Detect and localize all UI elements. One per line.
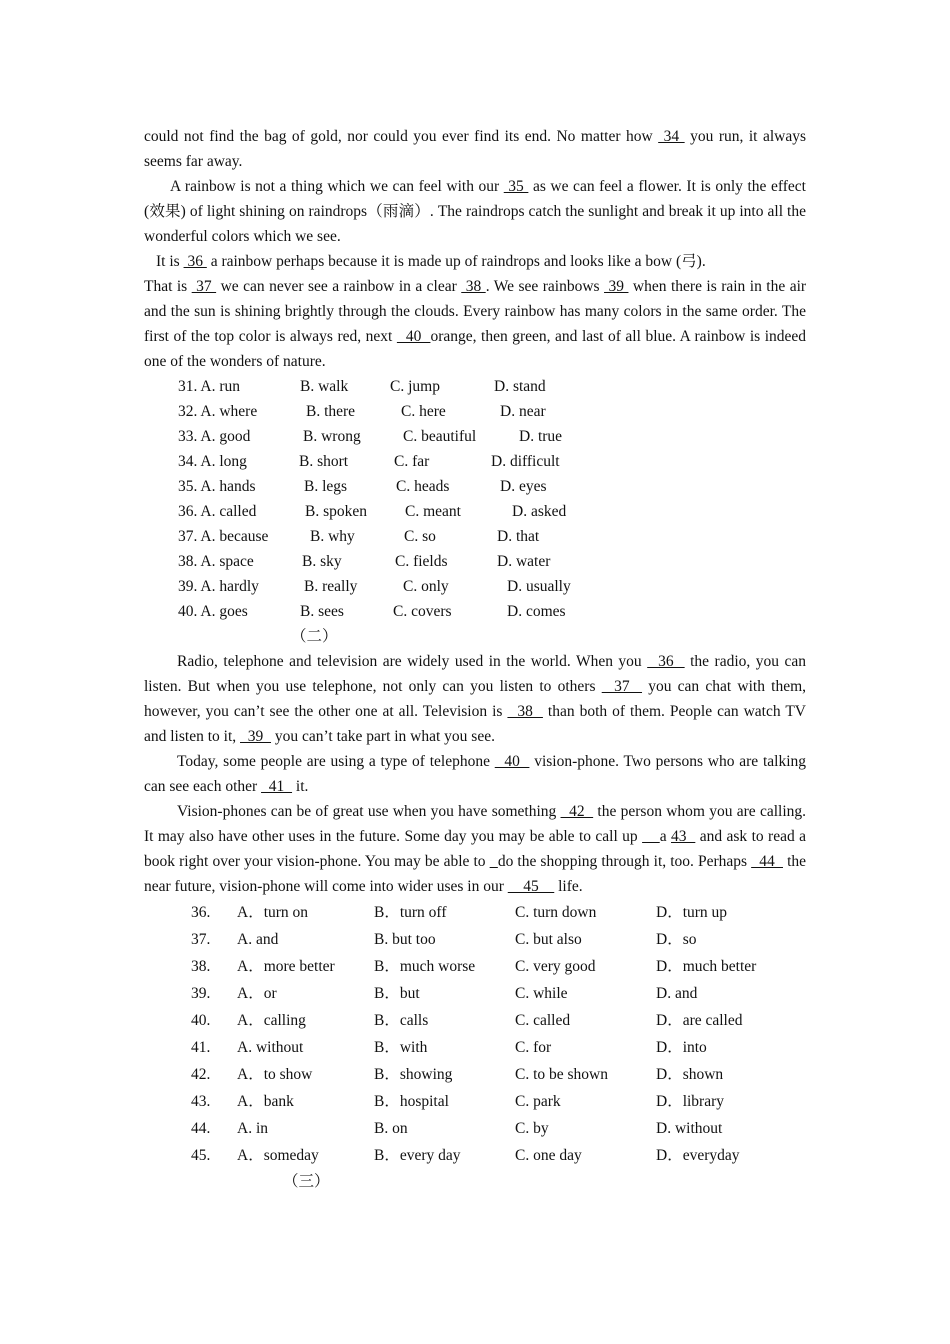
option-c: C. for [515,1039,552,1056]
option-a: A．bank [237,1093,294,1110]
option-b: B．but [374,985,420,1002]
text: a [659,828,672,845]
option-d: D．so [656,931,697,948]
question-number: 39. [191,985,211,1002]
option-row [144,1088,806,1115]
question-number: 41. [191,1039,211,1056]
passage2-paragraph-1 [144,649,806,749]
text: the radio, you can listen. But when you use telephone, not only can you listen to others [144,653,807,695]
blank-38: 38 [461,278,486,295]
option-row [144,1061,806,1088]
option-d: D. without [656,1120,723,1137]
blank-34: 34 [658,128,685,145]
document-page [144,124,806,1194]
option-c: C. jump [390,378,440,395]
option-b: B．much worse [374,958,476,975]
text: you run, it always seems far away. [144,128,807,170]
option-d: D. usually [507,578,571,595]
option-d: D. comes [507,603,566,620]
option-a: 39. A. hardly [178,578,259,595]
option-c: C. very good [515,958,596,975]
option-row [144,474,806,499]
question-number: 43. [191,1093,211,1110]
text: you can chat with them, however, you can’t see the other one at all. Television is [144,678,807,720]
option-c: C. called [515,1012,571,1029]
text: orange, then green, and last of all blue. A rainbow is indeed one of the wonders of nature. [144,328,807,370]
option-a: A．or [237,985,277,1002]
option-d: D．are called [656,1012,743,1029]
text: we can never see a rainbow in a clear [216,278,462,295]
option-d: D．much better [656,958,757,975]
blank-a [642,828,660,845]
text: vision-phone. Two persons who are talking can see each other [144,753,807,795]
blank-40: 40 [396,328,431,345]
text: It is [156,253,184,270]
option-c: C. while [515,985,568,1002]
option-row [144,1142,806,1169]
section-heading-2 [144,624,806,649]
text: than both of them. People can watch TV and listen to it, [144,703,806,745]
option-c: C. to be shown [515,1066,608,1083]
option-d: D．into [656,1039,707,1056]
option-a: 36. A. called [178,503,257,520]
text: Vision-phones can be of great use when you have something [177,803,561,820]
passage2-paragraph-3 [144,799,806,899]
option-c: C. so [404,528,436,545]
option-c: C. covers [393,603,452,620]
option-b: B. sky [302,553,342,570]
blank-36: 36 [183,253,207,270]
option-a: A．to show [237,1066,313,1083]
text: could not find the bag of gold, nor could you ever find its end. No matter how [144,128,659,145]
option-row [144,524,806,549]
option-a: 34. A. long [178,453,247,470]
question-number: 38. [191,958,211,975]
question-number: 45. [191,1147,211,1164]
option-a: 40. A. goes [178,603,248,620]
question-number: 37. [191,931,211,948]
option-b: B．turn off [374,904,447,921]
option-c: C. fields [395,553,448,570]
section-heading-3 [144,1169,806,1194]
passage1-paragraph-2 [144,174,806,249]
question-number: 36. [191,904,211,921]
option-c: C. here [401,403,446,420]
option-d: D．shown [656,1066,724,1083]
option-b: B. walk [300,378,349,395]
option-row [144,549,806,574]
passage1-paragraph-1 [144,124,806,174]
option-a: A．turn on [237,904,309,921]
text: the person whom you are calling. It may also have other uses in the future. Some day you may be able to call up [144,803,807,845]
option-d: D．everyday [656,1147,740,1164]
option-b: B. but too [374,931,436,948]
option-a: 31. A. run [178,378,240,395]
option-row [144,374,806,399]
option-b: B. really [304,578,358,595]
option-a: 33. A. good [178,428,251,445]
option-b: B. why [310,528,355,545]
option-b: B．with [374,1039,428,1056]
blank-39: 39 [240,728,272,745]
option-row [144,926,806,953]
option-d: D. water [497,553,551,570]
text: Radio, telephone and television are widely used in the world. When you [177,653,648,670]
text: life. [554,878,583,895]
option-a: A. without [237,1039,304,1056]
option-c: C. only [403,578,449,595]
passage2-paragraph-2 [144,749,806,799]
option-c: C. but also [515,931,582,948]
option-row [144,499,806,524]
text: . We see rainbows [485,278,605,295]
option-row [144,1007,806,1034]
options-list-2 [144,899,806,1169]
text: A rainbow is not a thing which we can feel with our [170,178,504,195]
option-d: D．turn up [656,904,728,921]
option-c: C. beautiful [403,428,477,445]
text: and ask to read a book right over your vision-phone. You may be able to [144,828,807,870]
option-d: D. stand [494,378,546,395]
section-number: （三） [283,1173,330,1190]
blank-do [490,853,498,870]
option-d: D. near [500,403,546,420]
option-c: C. one day [515,1147,582,1164]
option-a: 35. A. hands [178,478,256,495]
option-d: D. difficult [491,453,560,470]
option-row [144,449,806,474]
option-b: B．hospital [374,1093,449,1110]
option-b: B. there [306,403,356,420]
option-row [144,574,806,599]
blank-37: 37 [601,678,643,695]
option-b: B. legs [304,478,348,495]
text: as we can feel a flower. It is only the effect (效果) of light shining on raindrops（雨滴）. The raindrops catch the sunlight and break it up into all the wonderful colors which we see. [144,178,806,245]
text: when there is rain in the air and the sun is shining brightly through the clouds. Every rainbow has many colors in the same order. The first of the top color is always red, next [144,278,807,345]
option-d: D. that [497,528,540,545]
blank-44: 44 [751,853,783,870]
option-b: B. spoken [305,503,367,520]
option-a: 38. A. space [178,553,254,570]
question-number: 42. [191,1066,211,1083]
blank-43: 43 [671,828,696,845]
option-row [144,899,806,926]
option-d: D. true [519,428,563,445]
option-c: C. park [515,1093,561,1110]
option-a: 32. A. where [178,403,258,420]
passage1-paragraph-3 [144,249,806,274]
option-row [144,980,806,1007]
option-row [144,399,806,424]
option-c: C. by [515,1120,549,1137]
section-number: （二） [291,628,338,645]
option-row [144,953,806,980]
option-c: C. heads [396,478,450,495]
option-row [144,1034,806,1061]
text: do the shopping through it, too. Perhaps [497,853,752,870]
question-number: 44. [191,1120,211,1137]
option-row [144,599,806,624]
text: the near future, vision-phone will come into wider uses in our [144,853,807,895]
blank-36: 36 [647,653,685,670]
option-a: A. and [237,931,279,948]
text: Today, some people are using a type of telephone [177,753,495,770]
passage1-paragraph-4 [144,274,806,374]
option-d: D．library [656,1093,725,1110]
blank-45: 45 [507,878,555,895]
option-c: C. far [394,453,430,470]
text: it. [292,778,309,795]
blank-39: 39 [604,278,629,295]
option-d: D. eyes [500,478,547,495]
option-d: D. asked [512,503,567,520]
option-c: C. turn down [515,904,597,921]
option-row [144,424,806,449]
option-a: 37. A. because [178,528,269,545]
option-c: C. meant [405,503,461,520]
blank-41: 41 [261,778,293,795]
blank-38: 38 [507,703,543,720]
question-number: 40. [191,1012,211,1029]
option-b: B. short [299,453,349,470]
blank-40: 40 [494,753,530,770]
option-d: D. and [656,985,698,1002]
text: a rainbow perhaps because it is made up of raindrops and looks like a bow (弓). [206,253,706,270]
option-b: B．calls [374,1012,429,1029]
text: That is [144,278,192,295]
options-list-1 [144,374,806,624]
option-b: B. on [374,1120,408,1137]
option-a: A．someday [237,1147,319,1164]
option-a: A. in [237,1120,268,1137]
blank-37: 37 [191,278,217,295]
blank-42: 42 [560,803,594,820]
option-a: A．calling [237,1012,306,1029]
option-row [144,1115,806,1142]
option-a: A．more better [237,958,335,975]
blank-35: 35 [503,178,529,195]
option-b: B．every day [374,1147,461,1164]
text: you can’t take part in what you see. [271,728,495,745]
option-b: B. wrong [303,428,361,445]
option-b: B. sees [300,603,344,620]
option-b: B．showing [374,1066,453,1083]
